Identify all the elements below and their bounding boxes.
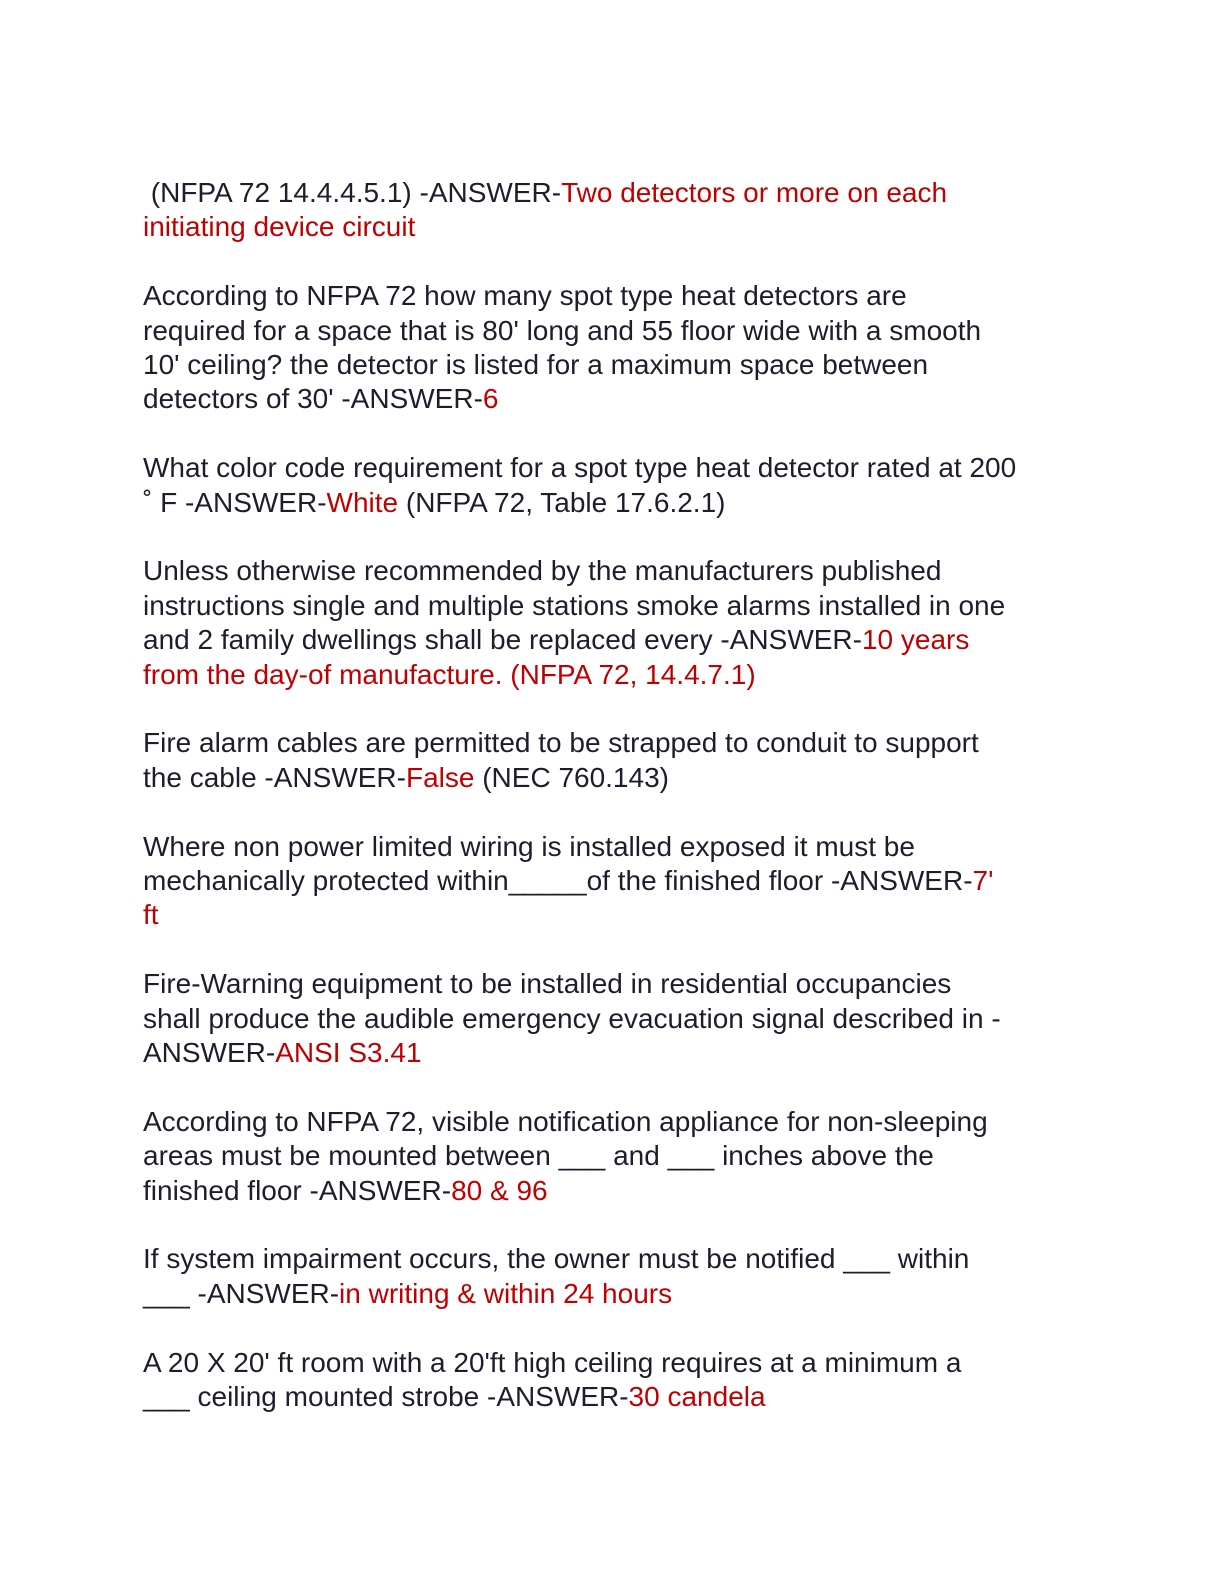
question-text: detectors of 30' -ANSWER-: [143, 383, 483, 415]
qa-line: [143, 1277, 1083, 1311]
question-text: ANSWER-: [143, 1037, 276, 1069]
question-line: According to NFPA 72, visible notification appliance for non-sleeping: [143, 1105, 988, 1137]
question-line: shall produce the audible emergency evacuation signal described in -: [143, 1002, 1001, 1034]
question-text: ˚ F -ANSWER-: [143, 486, 327, 518]
qa-line: [143, 1174, 1083, 1208]
question-line: 10' ceiling? the detector is listed for a maximum space between: [143, 349, 929, 381]
answer-text: in writing & within 24 hours: [339, 1277, 673, 1309]
question-line: A 20 X 20' ft room with a 20'ft high ceiling requires at a minimum a: [143, 1346, 962, 1378]
answer-text: 6: [482, 383, 499, 415]
answer-text-continued: from the day-of manufacture. (NFPA 72, 14.4.7.1): [143, 658, 756, 690]
qa-line: [143, 1036, 1083, 1070]
answer-text: ANSI S3.41: [275, 1037, 422, 1069]
qa-item-4: [143, 554, 1083, 692]
document-page: [143, 176, 1083, 1449]
question-text: ___ ceiling mounted strobe -ANSWER-: [143, 1381, 629, 1413]
qa-item-9: [143, 1242, 1083, 1311]
qa-item-5: [143, 726, 1083, 795]
answer-text: False: [405, 761, 475, 793]
qa-line: [143, 1380, 1083, 1414]
qa-item-6: [143, 830, 1083, 933]
question-line: Fire alarm cables are permitted to be strapped to conduit to support: [143, 727, 979, 759]
answer-text: 80 & 96: [451, 1174, 548, 1206]
answer-text: 10 years: [861, 624, 970, 656]
question-text: the cable -ANSWER-: [143, 761, 406, 793]
qa-item-3: [143, 451, 1083, 520]
question-line: Fire-Warning equipment to be installed in residential occupancies: [143, 968, 952, 1000]
qa-line: [143, 864, 1083, 898]
qa-line: [143, 176, 1083, 210]
qa-line: [143, 382, 1083, 416]
qa-item-2: [143, 279, 1083, 417]
reference-text: (NEC 760.143): [474, 761, 669, 793]
question-line: instructions single and multiple stations smoke alarms installed in one: [143, 589, 1006, 621]
question-text: (NFPA 72 14.4.4.5.1) -ANSWER-: [143, 177, 562, 208]
qa-item-7: [143, 967, 1083, 1070]
qa-line: [143, 761, 1083, 795]
qa-item-8: [143, 1105, 1083, 1208]
question-line: areas must be mounted between ___ and ___ inches above the: [143, 1140, 934, 1172]
question-line: If system impairment occurs, the owner must be notified ___ within: [143, 1243, 970, 1275]
answer-text: 7': [972, 865, 994, 897]
answer-text: Two detectors or more on each: [561, 177, 948, 208]
answer-text-continued: initiating device circuit: [143, 211, 416, 243]
answer-text: White: [326, 486, 399, 518]
question-text: ___ -ANSWER-: [143, 1277, 340, 1309]
question-line: Where non power limited wiring is installed exposed it must be: [143, 830, 915, 862]
answer-text: 30 candela: [628, 1381, 766, 1413]
question-line: required for a space that is 80' long and 55 floor wide with a smooth: [143, 314, 982, 346]
reference-text: (NFPA 72, Table 17.6.2.1): [398, 486, 726, 518]
question-line: What color code requirement for a spot type heat detector rated at 200: [143, 452, 1017, 484]
question-line: Unless otherwise recommended by the manufacturers published: [143, 555, 942, 587]
qa-item-10: [143, 1346, 1083, 1415]
answer-text-continued: ft: [143, 899, 159, 931]
question-line: According to NFPA 72 how many spot type heat detectors are: [143, 280, 907, 312]
qa-line: [143, 486, 1083, 520]
qa-line: [143, 623, 1083, 657]
question-text: and 2 family dwellings shall be replaced every -ANSWER-: [143, 624, 862, 656]
qa-item-1: [143, 176, 1083, 245]
question-text: mechanically protected within_____of the finished floor -ANSWER-: [143, 865, 973, 897]
question-text: finished floor -ANSWER-: [143, 1174, 452, 1206]
